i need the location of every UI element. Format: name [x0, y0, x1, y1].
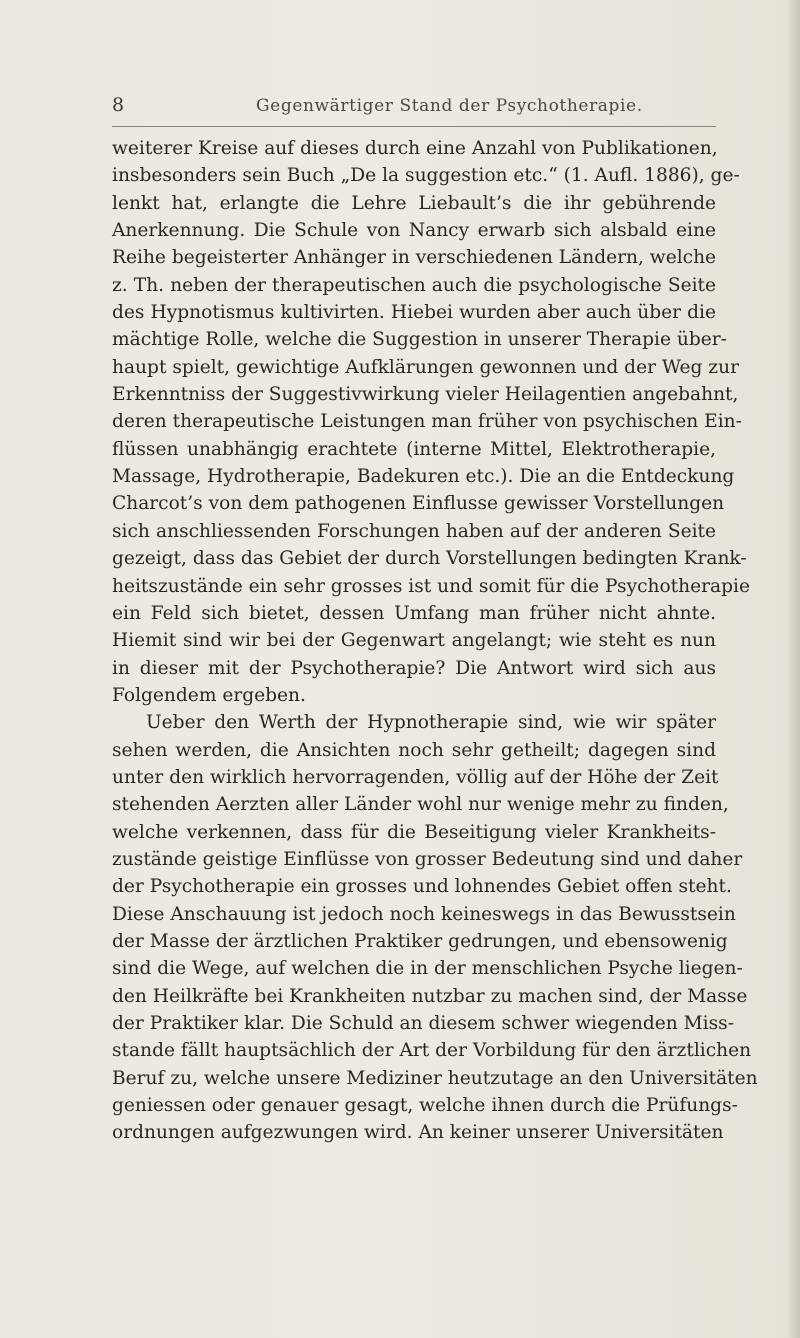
text-line: Reihe begeisterter Anhänger in verschiedenen Ländern, welche [112, 247, 717, 269]
text-line: zustände geistige Einflüsse von grosser Bedeutung sind und daher [112, 848, 743, 870]
page-number: 8 [112, 94, 125, 116]
text-line: z. Th. neben der therapeutischen auch die psychologische Seite [112, 274, 716, 296]
page-header [112, 94, 712, 124]
text-line: Hiemit sind wir bei der Gegenwart angelangt; wie steht es nun [112, 630, 716, 652]
text-line: Beruf zu, welche unsere Mediziner heutzutage an den Universitäten [112, 1067, 758, 1089]
text-line: in dieser mit der Psychotherapie? Die Antwort wird sich aus [112, 657, 716, 679]
text-line: welche verkennen, dass für die Beseitigung vieler Krankheits- [112, 821, 716, 843]
text-line: sind die Wege, auf welchen die in der menschlichen Psyche liegen- [112, 958, 743, 980]
text-line: der Masse der ärztlichen Praktiker gedrungen, und ebensowenig [112, 930, 728, 952]
header-rule [112, 126, 716, 127]
text-line: sich anschliessenden Forschungen haben auf der anderen Seite [112, 520, 716, 542]
text-line: lenkt hat, erlangte die Lehre Liebault’s die ihr gebührende [112, 192, 716, 214]
text-line: gezeigt, dass das Gebiet der durch Vorstellungen bedingten Krank- [112, 548, 747, 570]
text-line: weiterer Kreise auf dieses durch eine Anzahl von Publikationen, [112, 138, 718, 159]
text-line: des Hypnotismus kultivirten. Hiebei wurden aber auch über die [112, 302, 716, 324]
text-line: stehenden Aerzten aller Länder wohl nur wenige mehr zu finden, [112, 794, 729, 816]
text-line: flüssen unabhängig erachtete (interne Mittel, Elektrotherapie, [112, 438, 716, 460]
text-line: geniessen oder genauer gesagt, welche ihnen durch die Prüfungs- [112, 1095, 738, 1117]
text-line: den Heilkräfte bei Krankheiten nutzbar zu machen sind, der Masse [112, 985, 748, 1007]
text-line: Charcot’s von dem pathogenen Einflusse gewisser Vorstellungen [112, 493, 725, 515]
text-line: deren therapeutische Leistungen man früher von psychischen Ein- [112, 411, 742, 433]
text-line: insbesonders sein Buch „De la suggestion etc.“ (1. Aufl. 1886), ge- [112, 165, 740, 187]
text-line: Massage, Hydrotherapie, Badekuren etc.). Die an die Entdeckung [112, 466, 735, 488]
body-text [112, 135, 758, 1147]
text-line: Diese Anschauung ist jedoch noch keineswegs in das Bewusstsein [112, 903, 736, 925]
page-edge-shadow [786, 0, 800, 1338]
text-line: stande fällt hauptsächlich der Art der Vorbildung für den ärztlichen [112, 1040, 752, 1062]
text-line: Anerkennung. Die Schule von Nancy erwarb sich alsbald eine [112, 220, 716, 242]
text-line: der Psychotherapie ein grosses und lohnendes Gebiet offen steht. [112, 876, 732, 898]
text-line: unter den wirklich hervorragenden, völlig auf der Höhe der Zeit [112, 766, 719, 788]
text-line: sehen werden, die Ansichten noch sehr getheilt; dagegen sind [112, 739, 716, 761]
text-line: Ueber den Werth der Hypnotherapie sind, wie wir später [146, 712, 716, 734]
text-line: heitszustände ein sehr grosses ist und somit für die Psychotherapie [112, 575, 750, 597]
text-line: Erkenntniss der Suggestivwirkung vieler Heilagentien angebahnt, [112, 384, 739, 406]
text-line: der Praktiker klar. Die Schuld an diesem schwer wiegenden Miss- [112, 1013, 734, 1034]
text-line: ordnungen aufgezwungen wird. An keiner unserer Universitäten [112, 1122, 724, 1144]
text-line: Folgendem ergeben. [112, 684, 306, 706]
text-line: mächtige Rolle, welche die Suggestion in unserer Therapie über- [112, 329, 727, 351]
text-line: ein Feld sich bietet, dessen Umfang man früher nicht ahnte. [112, 602, 716, 624]
text-line: haupt spielt, gewichtige Aufklärungen gewonnen und der Weg zur [112, 356, 739, 378]
running-title: Gegenwärtiger Stand der Psychotherapie. [256, 96, 643, 116]
